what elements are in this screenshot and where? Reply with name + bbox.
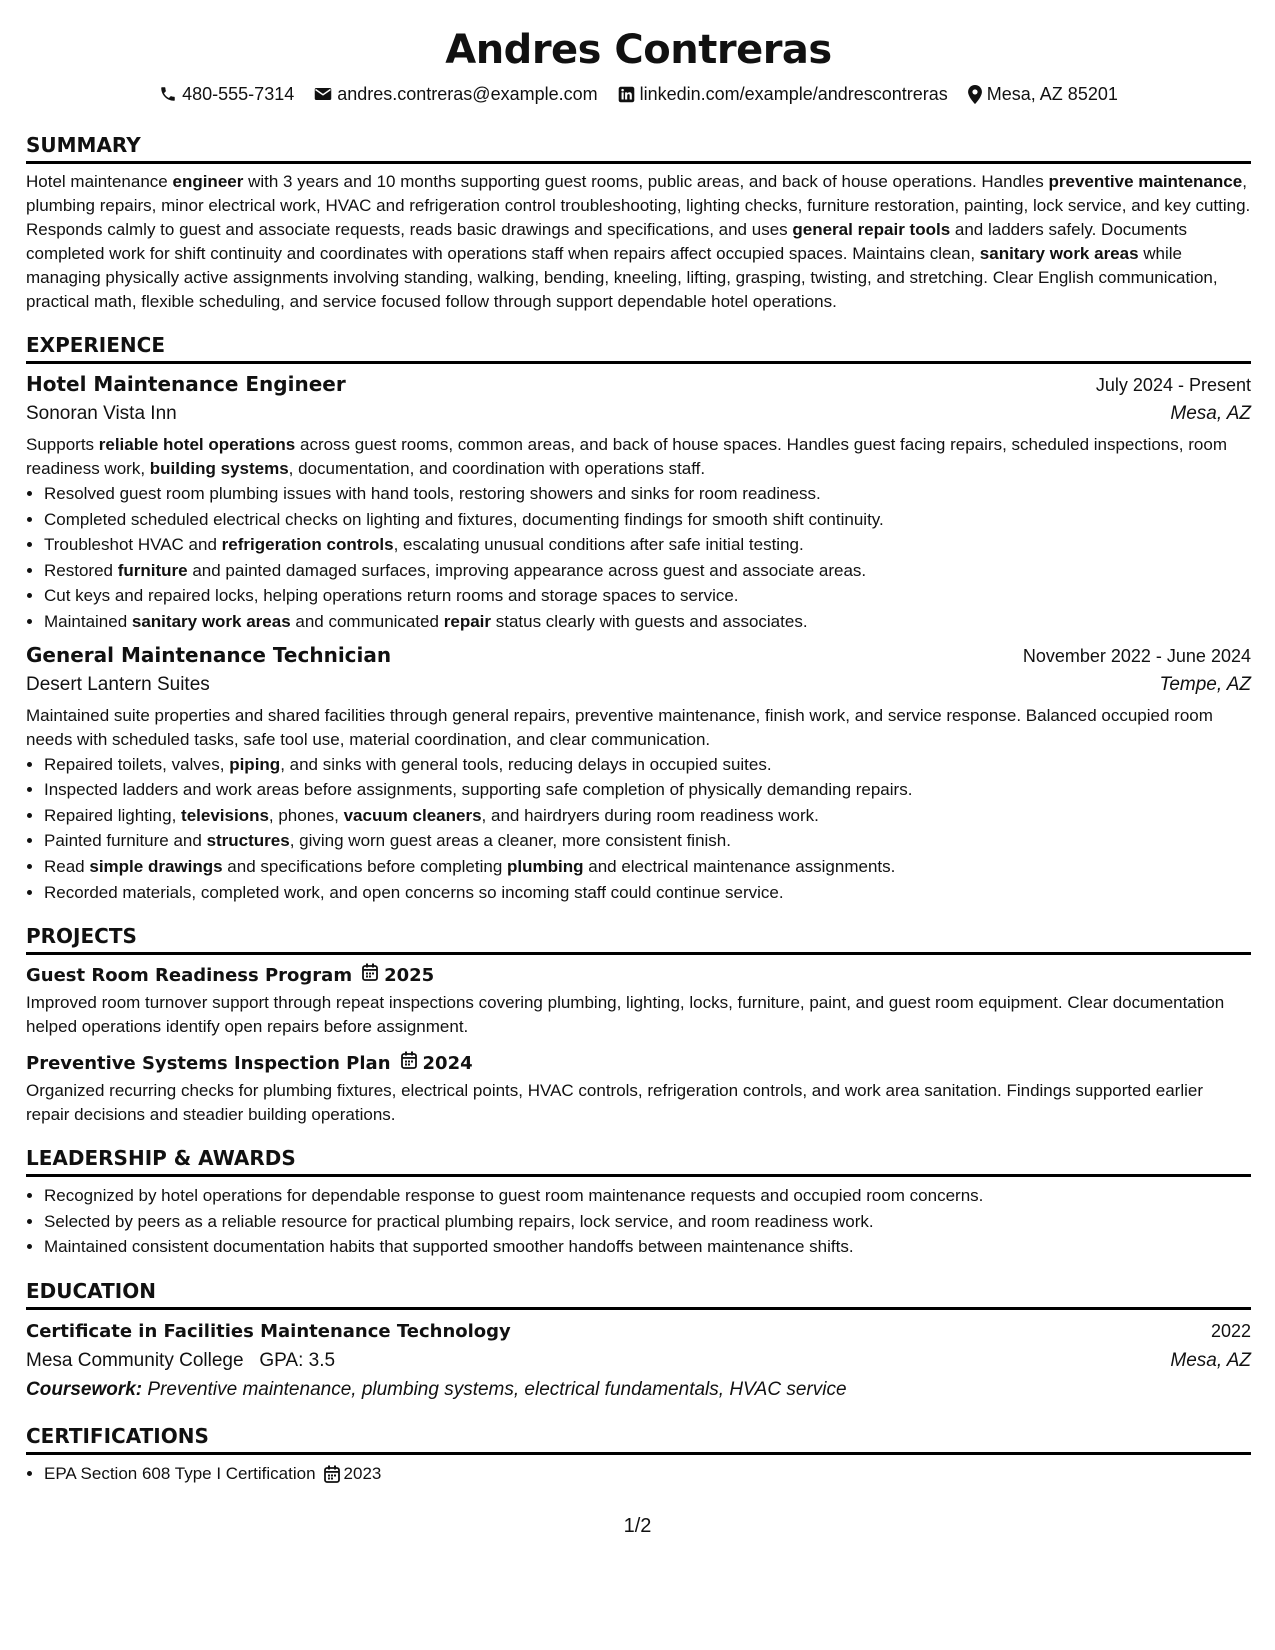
project-entry: [26, 961, 1251, 1039]
coursework-label: Coursework:: [26, 1378, 143, 1400]
contact-linkedin[interactable]: [618, 82, 948, 106]
section-title: EXPERIENCE: [26, 332, 1251, 364]
list-item: • Repaired lighting, televisions, phones, vacuum cleaners, and hairdryers during room readiness work.: [44, 803, 1251, 829]
school-name: Mesa Community College: [26, 1349, 244, 1371]
experience-section: [26, 332, 1251, 905]
project-title: Guest Room Readiness Program: [26, 965, 353, 987]
job-description: Maintained suite properties and shared facilities through general repairs, preventive maintenance, finish work, and service response. Balanced occupied room needs with scheduled tasks, safe tool use, material coordination, and clear communication.: [26, 705, 1213, 749]
project-entry: [26, 1049, 1251, 1127]
job-entry: [26, 641, 1251, 906]
company-name: Sonoran Vista Inn: [26, 403, 177, 424]
candidate-name: Andres Contreras: [445, 27, 832, 73]
phone-text: 480-555-7314: [182, 84, 295, 104]
list-item: • Completed scheduled electrical checks on lighting and fixtures, documenting findings for smooth shift continuity.: [44, 507, 1251, 533]
calendar-icon: [324, 1465, 340, 1483]
list-item: • Cut keys and repaired locks, helping operations return rooms and storage spaces to service.: [44, 583, 1251, 609]
section-title: LEADERSHIP & AWARDS: [26, 1145, 1251, 1177]
envelope-icon: [314, 86, 332, 102]
project-description: Organized recurring checks for plumbing fixtures, electrical points, HVAC controls, refrigeration controls, and work area sanitation. Findings supported earlier repair decisions and steadier building operations.: [26, 1081, 1204, 1125]
leadership-list: [26, 1183, 1251, 1260]
job-location: Mesa, AZ: [1170, 403, 1251, 424]
contact-bar: [26, 82, 1251, 106]
list-item: • Read simple drawings and specifications before completing plumbing and electrical maintenance assignments.: [44, 854, 1251, 880]
degree-year: 2022: [1210, 1320, 1251, 1341]
email-text: andres.contreras@example.com: [337, 84, 598, 104]
coursework: [26, 1375, 1251, 1405]
certifications-section: [26, 1423, 1251, 1487]
certifications-list: [26, 1461, 1251, 1487]
list-item: • Maintained consistent documentation habits that supported smoother handoffs between maintenance shifts.: [44, 1234, 1251, 1260]
job-description: Supports reliable hotel operations across guest rooms, common areas, and back of house spaces. Handles guest facing repairs, scheduled inspections, room readiness work, building systems, documentation, and coordination with operations staff.: [26, 435, 1227, 478]
school-location: Mesa, AZ: [1170, 1349, 1251, 1371]
map-pin-icon: [968, 85, 982, 104]
job-title: Hotel Maintenance Engineer: [26, 372, 346, 396]
project-description: Improved room turnover support through repeat inspections covering plumbing, lighting, locks, furniture, paint, and guest room equipment. Clear documentation helped operations identify open repairs before assignment.: [26, 993, 1225, 1037]
job-bullets: [26, 752, 1251, 906]
calendar-icon: [401, 1049, 417, 1079]
linkedin-text: linkedin.com/example/andrescontreras: [639, 84, 948, 104]
degree-title: Certificate in Facilities Maintenance Technology: [26, 1320, 511, 1342]
leadership-section: [26, 1145, 1251, 1260]
job-dates: November 2022 - June 2024: [1022, 645, 1251, 666]
linkedin-icon: [618, 86, 635, 103]
cert-year: 2023: [343, 1463, 382, 1483]
contact-location: [968, 82, 1118, 106]
job-dates: July 2024 - Present: [1095, 375, 1251, 395]
list-item: • Maintained sanitary work areas and communicated repair status clearly with guests and associates.: [44, 609, 1251, 635]
summary-text: Hotel maintenance engineer with 3 years and 10 months supporting guest rooms, public areas, and back of house operations. Handles preventive maintenance, plumbing repairs, minor electrical work, HVAC and refrigeration control troubleshooting, lighting checks, furniture restoration, painting, lock service, and key cutting. Responds calmly to guest and associate requests, reads basic drawings and specifications, and uses general repair tools and ladders safely. Documents completed work for shift continuity and coordinates with operations staff when repairs affect occupied spaces. Maintains clean, sanitary work areas while managing physically active assignments involving standing, walking, bending, kneeling, lifting, grasping, twisting, and stretching. Clear English communication, practical math, flexible scheduling, and service focused follow through support dependable hotel operations.: [26, 172, 1251, 311]
project-year: 2025: [384, 965, 435, 987]
location-text: Mesa, AZ 85201: [986, 84, 1118, 104]
contact-phone[interactable]: [159, 82, 294, 106]
gpa: GPA: 3.5: [259, 1349, 336, 1371]
resume-page: [26, 0, 1251, 1487]
job-entry: [26, 370, 1251, 635]
education-section: [26, 1278, 1251, 1405]
list-item: • Resolved guest room plumbing issues with hand tools, restoring showers and sinks for room readiness.: [44, 481, 1251, 507]
section-title: EDUCATION: [26, 1278, 1251, 1310]
company-name: Desert Lantern Suites: [26, 673, 210, 695]
projects-section: [26, 923, 1251, 1127]
list-item: • Recorded materials, completed work, and open concerns so incoming staff could continue service.: [44, 880, 1251, 906]
calendar-icon: [362, 961, 378, 991]
section-title: CERTIFICATIONS: [26, 1423, 1251, 1455]
list-item: • Repaired toilets, valves, piping, and sinks with general tools, reducing delays in occupied suites.: [44, 752, 1251, 778]
phone-icon: [159, 85, 177, 103]
summary-section: [26, 132, 1251, 314]
section-title: PROJECTS: [26, 923, 1251, 955]
list-item: • Inspected ladders and work areas before assignments, supporting safe completion of physically demanding repairs.: [44, 777, 1251, 803]
page-number: 1/2: [623, 1515, 652, 1537]
list-item: • Troubleshot HVAC and refrigeration controls, escalating unusual conditions after safe initial testing.: [44, 532, 1251, 558]
list-item: • Restored furniture and painted damaged surfaces, improving appearance across guest and associate areas.: [44, 558, 1251, 584]
job-location: Tempe, AZ: [1159, 673, 1251, 695]
project-title: Preventive Systems Inspection Plan: [26, 1053, 391, 1075]
job-bullets: [26, 481, 1251, 635]
cert-name: • EPA Section 608 Type I Certification: [44, 1463, 316, 1483]
list-item: • Recognized by hotel operations for dependable response to guest room maintenance requests and occupied room concerns.: [44, 1183, 1251, 1209]
coursework-text: Preventive maintenance, plumbing systems, electrical fundamentals, HVAC service: [147, 1378, 847, 1400]
section-title: SUMMARY: [26, 132, 1251, 164]
project-year: 2024: [422, 1053, 473, 1075]
list-item: • Selected by peers as a reliable resource for practical plumbing repairs, lock service, and room readiness work.: [44, 1209, 1251, 1235]
job-title: General Maintenance Technician: [26, 642, 392, 667]
contact-email[interactable]: [314, 82, 597, 106]
list-item: • Painted furniture and structures, giving worn guest areas a cleaner, more consistent finish.: [44, 828, 1251, 854]
list-item: [44, 1461, 1251, 1487]
